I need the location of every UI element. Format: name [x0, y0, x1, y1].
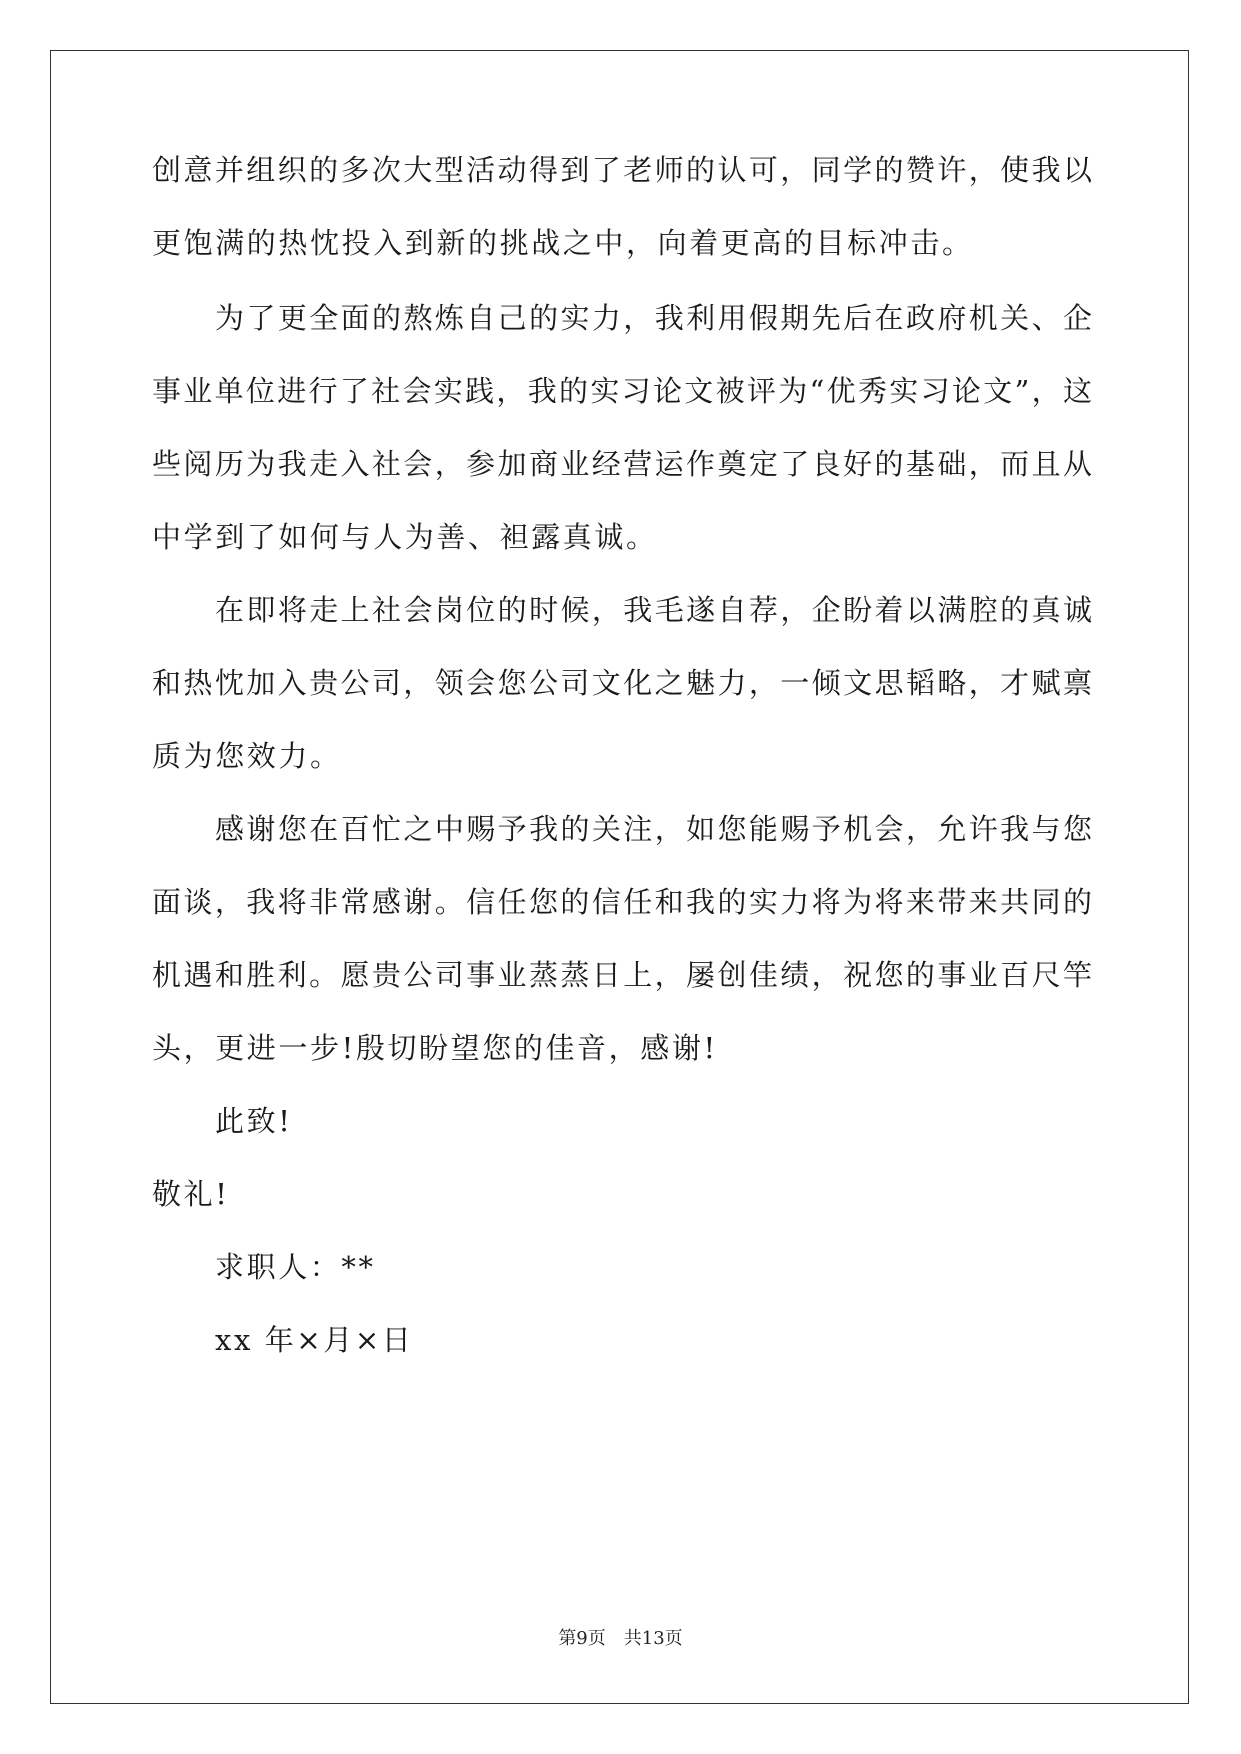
body-line-12: 机遇和胜利。愿贵公司事业蒸蒸日上，屡创佳绩，祝您的事业百尺竿 [152, 958, 1092, 992]
closing-line: 此致! [215, 1104, 293, 1138]
applicant-line: 求职人：** [215, 1250, 376, 1284]
body-line-13: 头，更进一步!殷切盼望您的佳音，感谢! [152, 1031, 718, 1065]
salutation-line: 敬礼! [152, 1177, 230, 1211]
body-line-7: 在即将走上社会岗位的时候，我毛遂自荐，企盼着以满腔的真诚 [215, 593, 1092, 627]
body-line-2: 更饱满的热忱投入到新的挑战之中，向着更高的目标冲击。 [152, 226, 974, 260]
body-line-9: 质为您效力。 [152, 739, 342, 773]
body-line-4: 事业单位进行了社会实践，我的实习论文被评为“优秀实习论文”，这 [152, 374, 1092, 408]
page-footer [0, 1628, 1241, 1650]
body-line-5: 些阅历为我走入社会，参加商业经营运作奠定了良好的基础，而且从 [152, 447, 1092, 481]
date-line: xx 年×月×日 [215, 1323, 414, 1357]
body-line-1: 创意并组织的多次大型活动得到了老师的认可，同学的赞许，使我以 [152, 153, 1092, 187]
page-number: 第9页 共13页 [558, 1628, 683, 1649]
body-line-11: 面谈，我将非常感谢。信任您的信任和我的实力将为将来带来共同的 [152, 885, 1092, 919]
body-line-6: 中学到了如何与人为善、袒露真诚。 [152, 520, 658, 554]
body-line-8: 和热忱加入贵公司，领会您公司文化之魅力，一倾文思韬略，才赋禀 [152, 666, 1092, 700]
body-line-3: 为了更全面的熬炼自己的实力，我利用假期先后在政府机关、企 [215, 301, 1092, 335]
body-line-10: 感谢您在百忙之中赐予我的关注，如您能赐予机会，允许我与您 [215, 812, 1092, 846]
